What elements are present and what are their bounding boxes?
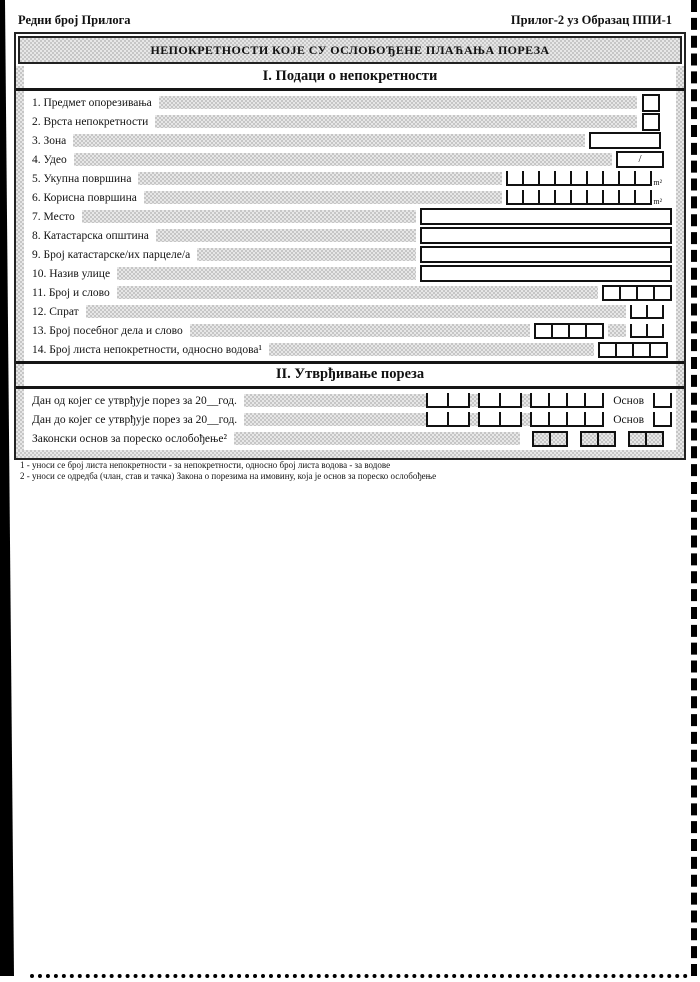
- tax-exemption-form: [14, 32, 686, 460]
- serial-number-label: Редни број Прилога: [18, 13, 131, 27]
- scan-edge-bottom: [30, 974, 688, 978]
- dan-od-osnov-comb[interactable]: [653, 393, 672, 408]
- ukupna-povrsina-comb-field[interactable]: [506, 171, 652, 186]
- dan-od-year-comb[interactable]: [530, 393, 604, 408]
- leader-strip: [86, 305, 626, 318]
- leader-strip: [244, 394, 426, 407]
- row-label: 8. Катастарска општина: [32, 229, 149, 242]
- dan-do-year-comb[interactable]: [530, 412, 604, 427]
- row-label: 10. Назив улице: [32, 267, 111, 280]
- row-label: 3. Зона: [32, 134, 67, 147]
- broj-parcele-input-box[interactable]: [420, 246, 672, 263]
- predmet-oporezivanja-input-box[interactable]: [642, 94, 660, 112]
- korisna-povrsina-comb-field[interactable]: [506, 190, 652, 205]
- row-broj-i-slovo: [24, 283, 676, 302]
- section2-title: II. Утврђивање пореза: [24, 364, 676, 386]
- gray-margin: [16, 364, 24, 386]
- slovo-comb-field[interactable]: [630, 324, 664, 338]
- scan-edge-right: [691, 0, 697, 976]
- form-title-bar: [18, 36, 682, 64]
- leader-strip: [234, 432, 520, 445]
- section2-header: [16, 361, 684, 389]
- row-label: Дан до којег се утврђује порез за 20__год.: [32, 413, 238, 426]
- row-label: 7. Место: [32, 210, 75, 223]
- sprat-comb-field[interactable]: [630, 305, 664, 319]
- row-label: Дан од којег се утврђује порез за 20__год.: [32, 394, 237, 407]
- vrsta-nepokretnosti-input-box[interactable]: [642, 113, 660, 131]
- osnov-label: Основ: [613, 394, 644, 407]
- gray-margin: [16, 389, 24, 450]
- section1-title: I. Подаци о непокретности: [24, 66, 676, 88]
- row-label: Законски основ за пореско ослобођење²: [32, 432, 227, 445]
- row-label: 4. Удео: [32, 153, 67, 166]
- row-zona: [24, 131, 676, 150]
- section1-body: [16, 91, 684, 361]
- gray-margin: [676, 91, 684, 361]
- zakonski-osnov-grid-1[interactable]: [532, 431, 568, 447]
- row-udeo: [24, 150, 676, 169]
- section1-header: [16, 66, 684, 91]
- zona-input-box[interactable]: [589, 132, 661, 149]
- dan-do-day-comb[interactable]: [426, 412, 470, 427]
- gray-margin: [676, 389, 684, 450]
- gray-spacer: [522, 413, 530, 426]
- leader-strip: [82, 210, 416, 223]
- row-katastarska-opstina: [24, 226, 676, 245]
- dan-do-osnov-comb[interactable]: [653, 412, 672, 427]
- leader-strip: [144, 191, 503, 204]
- gray-margin: [676, 66, 684, 88]
- form-bottom-margin: [16, 450, 684, 458]
- form-reference-label: Прилог-2 уз Образац ППИ-1: [510, 13, 672, 27]
- row-label: 11. Број и слово: [32, 286, 110, 299]
- row-naziv-ulice: [24, 264, 676, 283]
- naziv-ulice-input-box[interactable]: [420, 265, 672, 282]
- gray-spacer: [470, 394, 478, 407]
- leader-strip: [74, 153, 612, 166]
- row-korisna-povrsina: [24, 188, 676, 207]
- row-label: 6. Корисна површина: [32, 191, 137, 204]
- row-broj-lista-nepokretnosti: [24, 340, 676, 359]
- leader-strip: [197, 248, 416, 261]
- dan-od-day-comb[interactable]: [426, 393, 470, 408]
- gray-spacer: [522, 394, 530, 407]
- footnote-1: 1 - уноси се број листа непокретности - за непокретности, односно број листа водова - за водове: [20, 460, 391, 470]
- gray-margin: [16, 66, 24, 88]
- row-label: 5. Укупна површина: [32, 172, 132, 185]
- leader-strip: [244, 413, 426, 426]
- row-broj-parcele: [24, 245, 676, 264]
- leader-strip: [138, 172, 502, 185]
- leader-strip: [156, 229, 416, 242]
- gray-margin: [676, 364, 684, 386]
- leader-strip: [73, 134, 585, 147]
- row-label: 12. Спрат: [32, 305, 79, 318]
- row-mesto: [24, 207, 676, 226]
- udeo-fraction-input-box[interactable]: /: [616, 151, 664, 168]
- row-label: 2. Врста непокретности: [32, 115, 149, 128]
- broj-posebnog-dela-grid-field[interactable]: [534, 323, 604, 339]
- unit-m2: m²: [653, 197, 662, 206]
- row-label: 9. Број катастарске/их парцеле/а: [32, 248, 191, 261]
- gray-spacer: [470, 413, 478, 426]
- page-header: [18, 6, 672, 28]
- dan-do-month-comb[interactable]: [478, 412, 522, 427]
- row-ukupna-povrsina: [24, 169, 676, 188]
- leader-strip: [269, 343, 594, 356]
- leader-strip: [155, 115, 637, 128]
- row-label: 13. Број посебног дела и слово: [32, 324, 183, 337]
- broj-i-slovo-grid-field[interactable]: [602, 285, 672, 301]
- gray-margin: [16, 91, 24, 361]
- zakonski-osnov-grid-3[interactable]: [628, 431, 664, 447]
- gray-spacer: [608, 324, 626, 337]
- leader-strip: [190, 324, 530, 337]
- unit-m2: m²: [653, 178, 662, 187]
- row-label: 14. Број листа непокретности, односно водова¹: [32, 343, 262, 356]
- zakonski-osnov-grid-2[interactable]: [580, 431, 616, 447]
- row-dan-od: [24, 391, 676, 410]
- row-predmet-oporezivanja: [24, 93, 676, 112]
- row-broj-posebnog-dela: [24, 321, 676, 340]
- leader-strip: [117, 267, 416, 280]
- dan-od-month-comb[interactable]: [478, 393, 522, 408]
- broj-lista-grid-field[interactable]: [598, 342, 668, 358]
- osnov-label: Основ: [613, 413, 644, 426]
- leader-strip: [159, 96, 637, 109]
- footnote-2: 2 - уноси се одредба (члан, став и тачка) Закона о порезима на имовину, која је основ за пореско ослобођење: [20, 471, 437, 481]
- form-title: НЕПОКРЕТНОСТИ КОЈЕ СУ ОСЛОБОЂЕНЕ ПЛАЋАЊА ПОРЕЗА: [150, 42, 550, 57]
- scan-edge-left: [0, 0, 14, 976]
- footnotes: [20, 460, 436, 482]
- row-label: 1. Предмет опорезивања: [32, 96, 152, 109]
- leader-strip: [117, 286, 598, 299]
- section2-body: [16, 389, 684, 450]
- mesto-input-box[interactable]: [420, 208, 672, 225]
- row-zakonski-osnov: [24, 429, 676, 448]
- katastarska-opstina-input-box[interactable]: [420, 227, 672, 244]
- row-dan-do: [24, 410, 676, 429]
- row-sprat: [24, 302, 676, 321]
- row-vrsta-nepokretnosti: [24, 112, 676, 131]
